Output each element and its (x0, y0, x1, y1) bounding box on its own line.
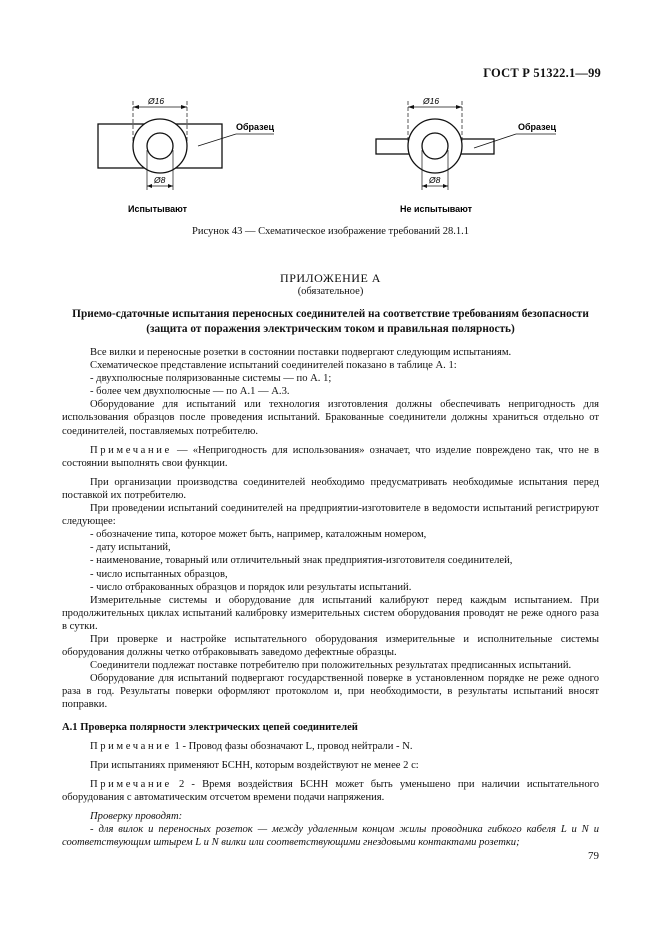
paragraph: - более чем двухполюсные — по А.1 — А.3. (90, 386, 290, 398)
note-2 (62, 740, 599, 753)
document-header: ГОСТ Р 51322.1—99 (483, 66, 601, 80)
paragraph: - для вилок и переносных розеток — между удаленным концом жилы проводника гибкого кабеля L и N и соответствующим штырем L и N вилки или соответствующими гнездовыми контактами розетки; (62, 824, 599, 849)
specimen-label-left: Образец (236, 122, 275, 132)
list-item: - наименование, товарный или отличительный знак предприятия-изготовителя соединителей, (90, 555, 513, 567)
body-text (62, 346, 599, 849)
note-label: Примечание (90, 740, 172, 752)
paragraph: Проверку проводят: (90, 811, 183, 822)
inner-circle-right (422, 133, 448, 159)
paragraph: Схематическое представление испытаний соединителей показано в таблице А. 1: (90, 360, 457, 372)
section-heading-a1: А.1 Проверка полярности электрических цепей соединителей (62, 721, 358, 733)
list-item: - число отбракованных образцов и порядок или результаты испытаний. (90, 581, 412, 593)
dim-inner-left: Ø8 (154, 175, 166, 185)
paragraph: При организации производства соединителей необходимо предусматривать необходимые испытания перед поставкой их потребителю. (62, 476, 599, 501)
result-label-right: Не испытывают (400, 204, 473, 214)
inner-circle-left (147, 133, 173, 159)
list-item: - число испытанных образцов, (90, 568, 228, 580)
note-label: Примечание (90, 444, 172, 456)
dim-outer-right: Ø16 (423, 96, 440, 106)
list-item: - обозначение типа, которое может быть, например, каталожным номером, (90, 529, 427, 541)
page-number: 79 (588, 850, 599, 862)
specimen-label-right: Образец (518, 122, 557, 132)
paragraph: Все вилки и переносные розетки в состоянии поставки подвергают следующим испытаниям. (90, 347, 512, 358)
result-label-left: Испытывают (128, 204, 187, 214)
paragraph: Оборудование для испытаний или технология изготовления должны обеспечивать непригодность для использования образцов после проведения испытаний. Бракованные соединители должны храниться отдельно от соединителей, поставляемых потребителю. (62, 399, 599, 437)
list-item: - дату испытаний, (90, 542, 171, 554)
paragraph: При проверке и настройке испытательного оборудования измерительные и исполнительные системы оборудования должны четко отбраковывать заведомо дефектные образцы. (62, 633, 599, 659)
figure-right (376, 96, 557, 214)
appendix-subtitle: (обязательное) (297, 286, 364, 297)
paragraph: При испытаниях применяют БСНН, которым воздействуют не менее 2 с: (90, 759, 419, 771)
note-1 (62, 444, 599, 470)
note-text: — «Непригодность для использования» означает, что изделие повреждено так, что не в состоянии выполнять свои функции. (62, 444, 599, 469)
paragraph: Измерительные системы и оборудование для испытаний калибруют перед каждым испытанием. При продолжительных циклах испытаний калибровку измерительных систем оборудования проводят не реже одного раза в сутки. (62, 594, 599, 632)
appendix-heading (60, 307, 601, 337)
paragraph: Соединители подлежат поставке потребителю при положительных результатах предписанных испытаний. (90, 660, 572, 672)
note-text: 1 - Провод фазы обозначают L, провод нейтрали - N. (171, 740, 413, 752)
note-text: 2 - Время воздействия БСНН может быть уменьшено при наличии испытательного оборудования с автоматическим отсчетом времени подачи напряжения. (62, 778, 599, 803)
note-label: Примечание (90, 778, 172, 790)
figure-caption: Рисунок 43 — Схематическое изображение требований 28.1.1 (192, 226, 469, 237)
paragraph: Оборудование для испытаний подвергают государственной поверке в установленном порядке не реже одного раза в год. Результаты поверки оформляют протоколом и, при необходимости, в результаты испытаний вносят поправки. (62, 673, 599, 711)
paragraph: - двухполюсные поляризованные системы — по А. 1; (90, 373, 332, 385)
appendix-title: ПРИЛОЖЕНИЕ А (280, 271, 381, 285)
figure-left (98, 96, 275, 214)
dim-outer-left: Ø16 (148, 96, 165, 106)
figure-43 (0, 0, 661, 240)
note-3 (62, 778, 599, 804)
paragraph: При проведении испытаний соединителей на предприятии-изготовителе в ведомости испытаний регистрируют следующее: (62, 503, 599, 528)
dim-inner-right: Ø8 (429, 175, 441, 185)
appendix-heading-line1: Приемо-сдаточные испытания переносных соединителей на соответствие требованиям безопасности (72, 308, 589, 320)
appendix-heading-line2: (защита от поражения электрическим током и правильная полярность) (146, 323, 515, 335)
